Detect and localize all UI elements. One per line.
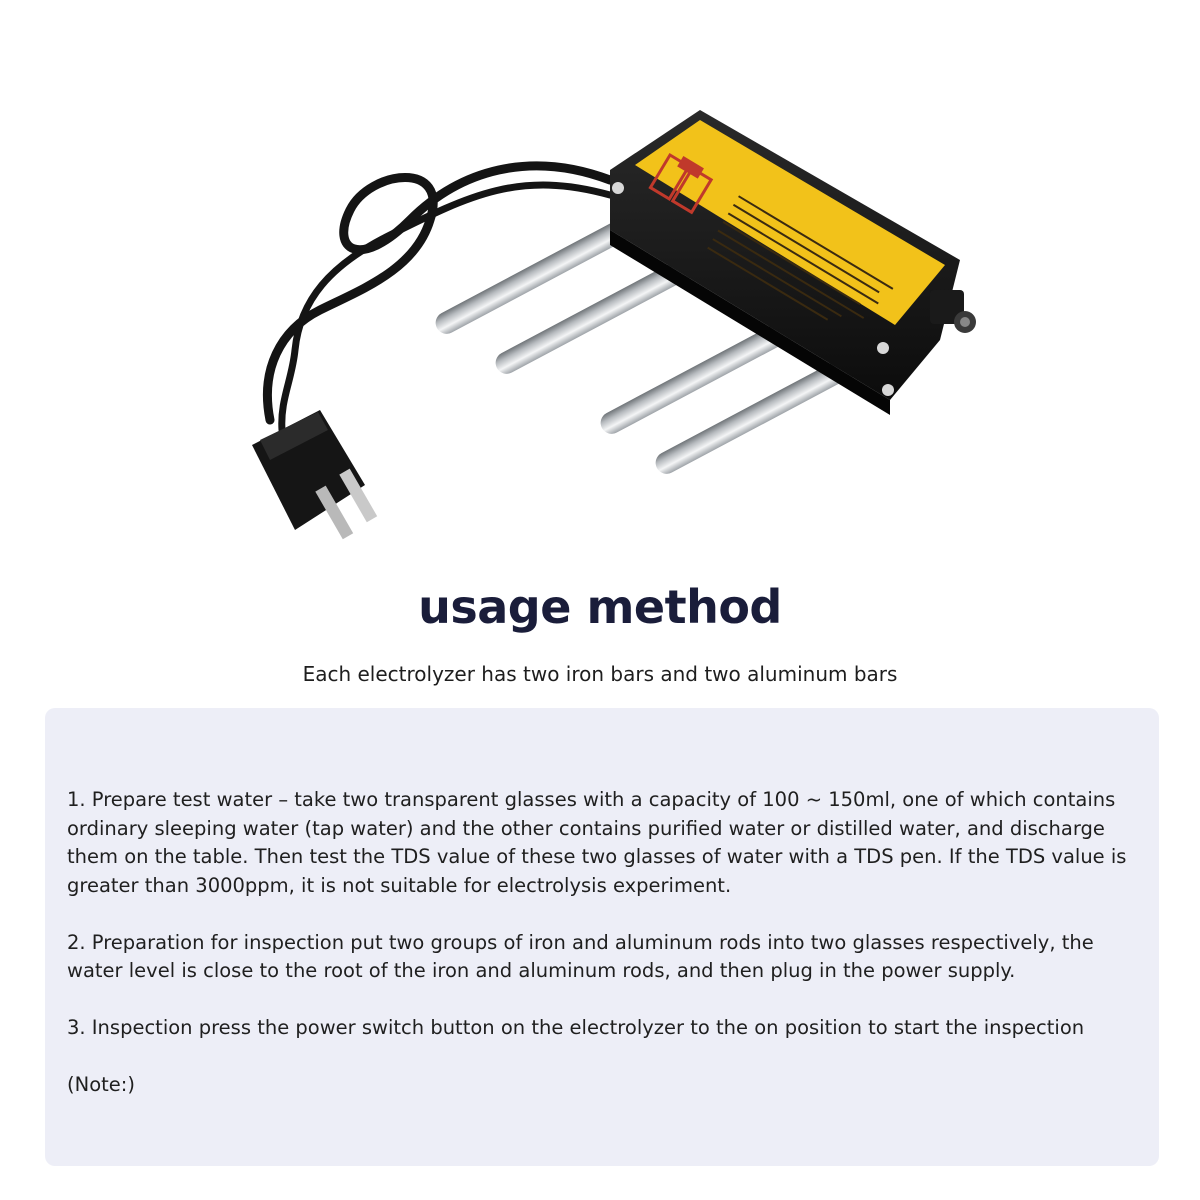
- instructions-text: [67, 786, 1152, 1128]
- power-cord: [267, 166, 610, 430]
- page-subtitle: Each electrolyzer has two iron bars and two aluminum bars: [302, 662, 898, 686]
- instruction-step-3: 3. Inspection press the power switch button on the electrolyzer to the on position to start the inspection: [67, 1016, 1085, 1039]
- instructions-panel: [45, 708, 1159, 1166]
- instruction-step-2: 2. Preparation for inspection put two groups of iron and aluminum rods into two glasses respectively, the water level is close to the root of the iron and aluminum rods, and then plug in the power supply.: [67, 930, 1094, 982]
- electrolyzer-illustration: [200, 100, 1000, 580]
- power-plug: [252, 410, 377, 539]
- product-image: [200, 100, 1000, 580]
- instruction-note: (Note:): [67, 1073, 135, 1096]
- page-title: usage method: [418, 580, 782, 634]
- instruction-step-1: 1. Prepare test water – take two transparent glasses with a capacity of 100 ~ 150ml, one of which contains ordinary sleeping water (tap water) and the other contains purified water or distilled water, and discharge them on the table. Then test the TDS value of these two glasses of water with a TDS pen. If the TDS value is greater than 3000ppm, it is not suitable for electrolysis experiment.: [67, 788, 1127, 897]
